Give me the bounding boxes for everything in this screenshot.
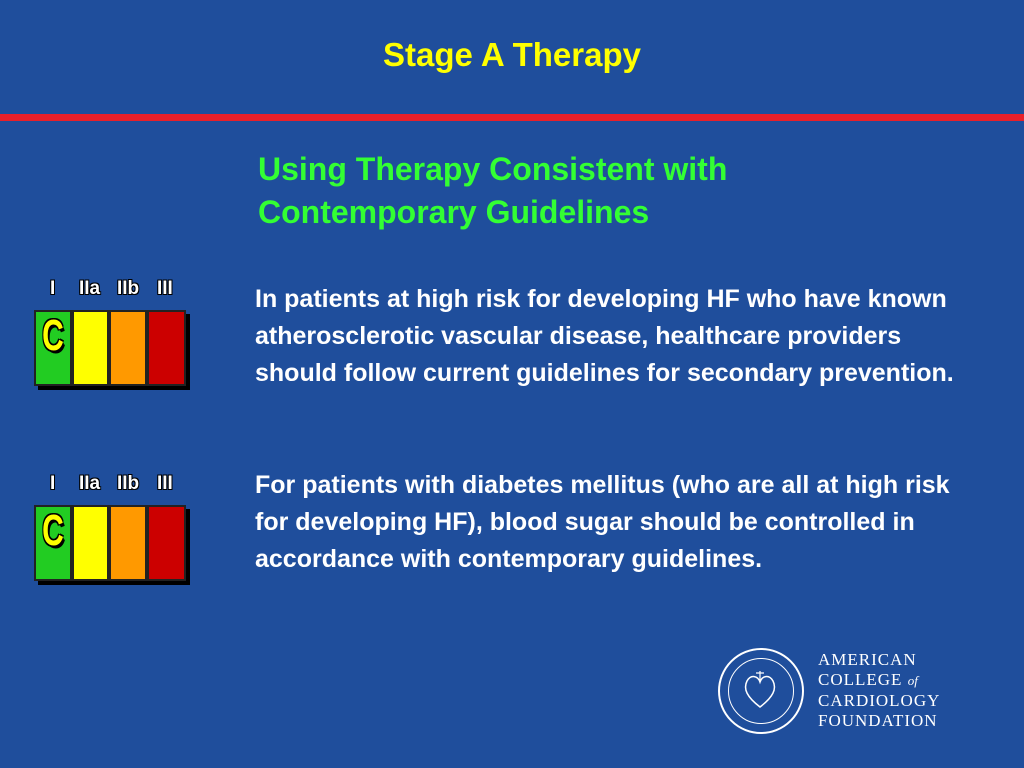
class-iib-box — [109, 505, 147, 581]
logo-line-2 — [818, 670, 940, 691]
accf-seal-icon — [718, 648, 804, 734]
class-labels — [34, 473, 194, 499]
subtitle-line-2: Contemporary Guidelines — [258, 194, 650, 230]
logo-wordmark — [818, 650, 940, 731]
class-color-boxes — [34, 505, 186, 581]
title-divider — [0, 114, 1024, 121]
slide-subtitle — [258, 148, 958, 234]
logo-line-2-of: of — [907, 673, 918, 688]
class-iib-box — [109, 310, 147, 386]
logo-line-3: CARDIOLOGY — [818, 691, 941, 710]
class-label-iia: IIa — [79, 473, 101, 494]
class-label-iib: IIb — [117, 473, 140, 494]
logo-line-1: AMERICAN — [818, 650, 917, 669]
logo-line-4: FOUNDATION — [818, 711, 938, 730]
class-label-i: I — [50, 473, 56, 494]
class-label-i: I — [50, 278, 56, 299]
class-iii-box — [147, 505, 186, 581]
subtitle-line-1: Using Therapy Consistent with — [258, 151, 728, 187]
class-color-boxes — [34, 310, 186, 386]
seal-inner-ring — [728, 658, 794, 724]
class-iia-box — [72, 505, 109, 581]
level-of-evidence: C — [42, 312, 64, 361]
recommendation-1-class-badge — [34, 278, 194, 386]
class-label-iia: IIa — [79, 278, 101, 299]
class-iia-box — [72, 310, 109, 386]
class-label-iii: III — [157, 473, 173, 494]
level-of-evidence: C — [42, 507, 64, 556]
class-label-iib: IIb — [117, 278, 140, 299]
heart-emblem-icon — [729, 659, 792, 722]
slide-title: Stage A Therapy — [383, 36, 641, 73]
accf-logo — [718, 648, 1008, 734]
recommendation-2-class-badge — [34, 473, 194, 581]
logo-line-2-word: COLLEGE — [818, 670, 903, 689]
class-iii-box — [147, 310, 186, 386]
recommendation-2-text: For patients with diabetes mellitus (who are all at high risk for developing HF), blood sugar should be controlled in accordance with contemporary guidelines. — [255, 471, 950, 573]
class-labels — [34, 278, 194, 304]
recommendation-1-text: In patients at high risk for developing HF who have known atherosclerotic vascular disease, healthcare providers should follow current guidelines for secondary prevention. — [255, 285, 954, 387]
class-label-iii: III — [157, 278, 173, 299]
